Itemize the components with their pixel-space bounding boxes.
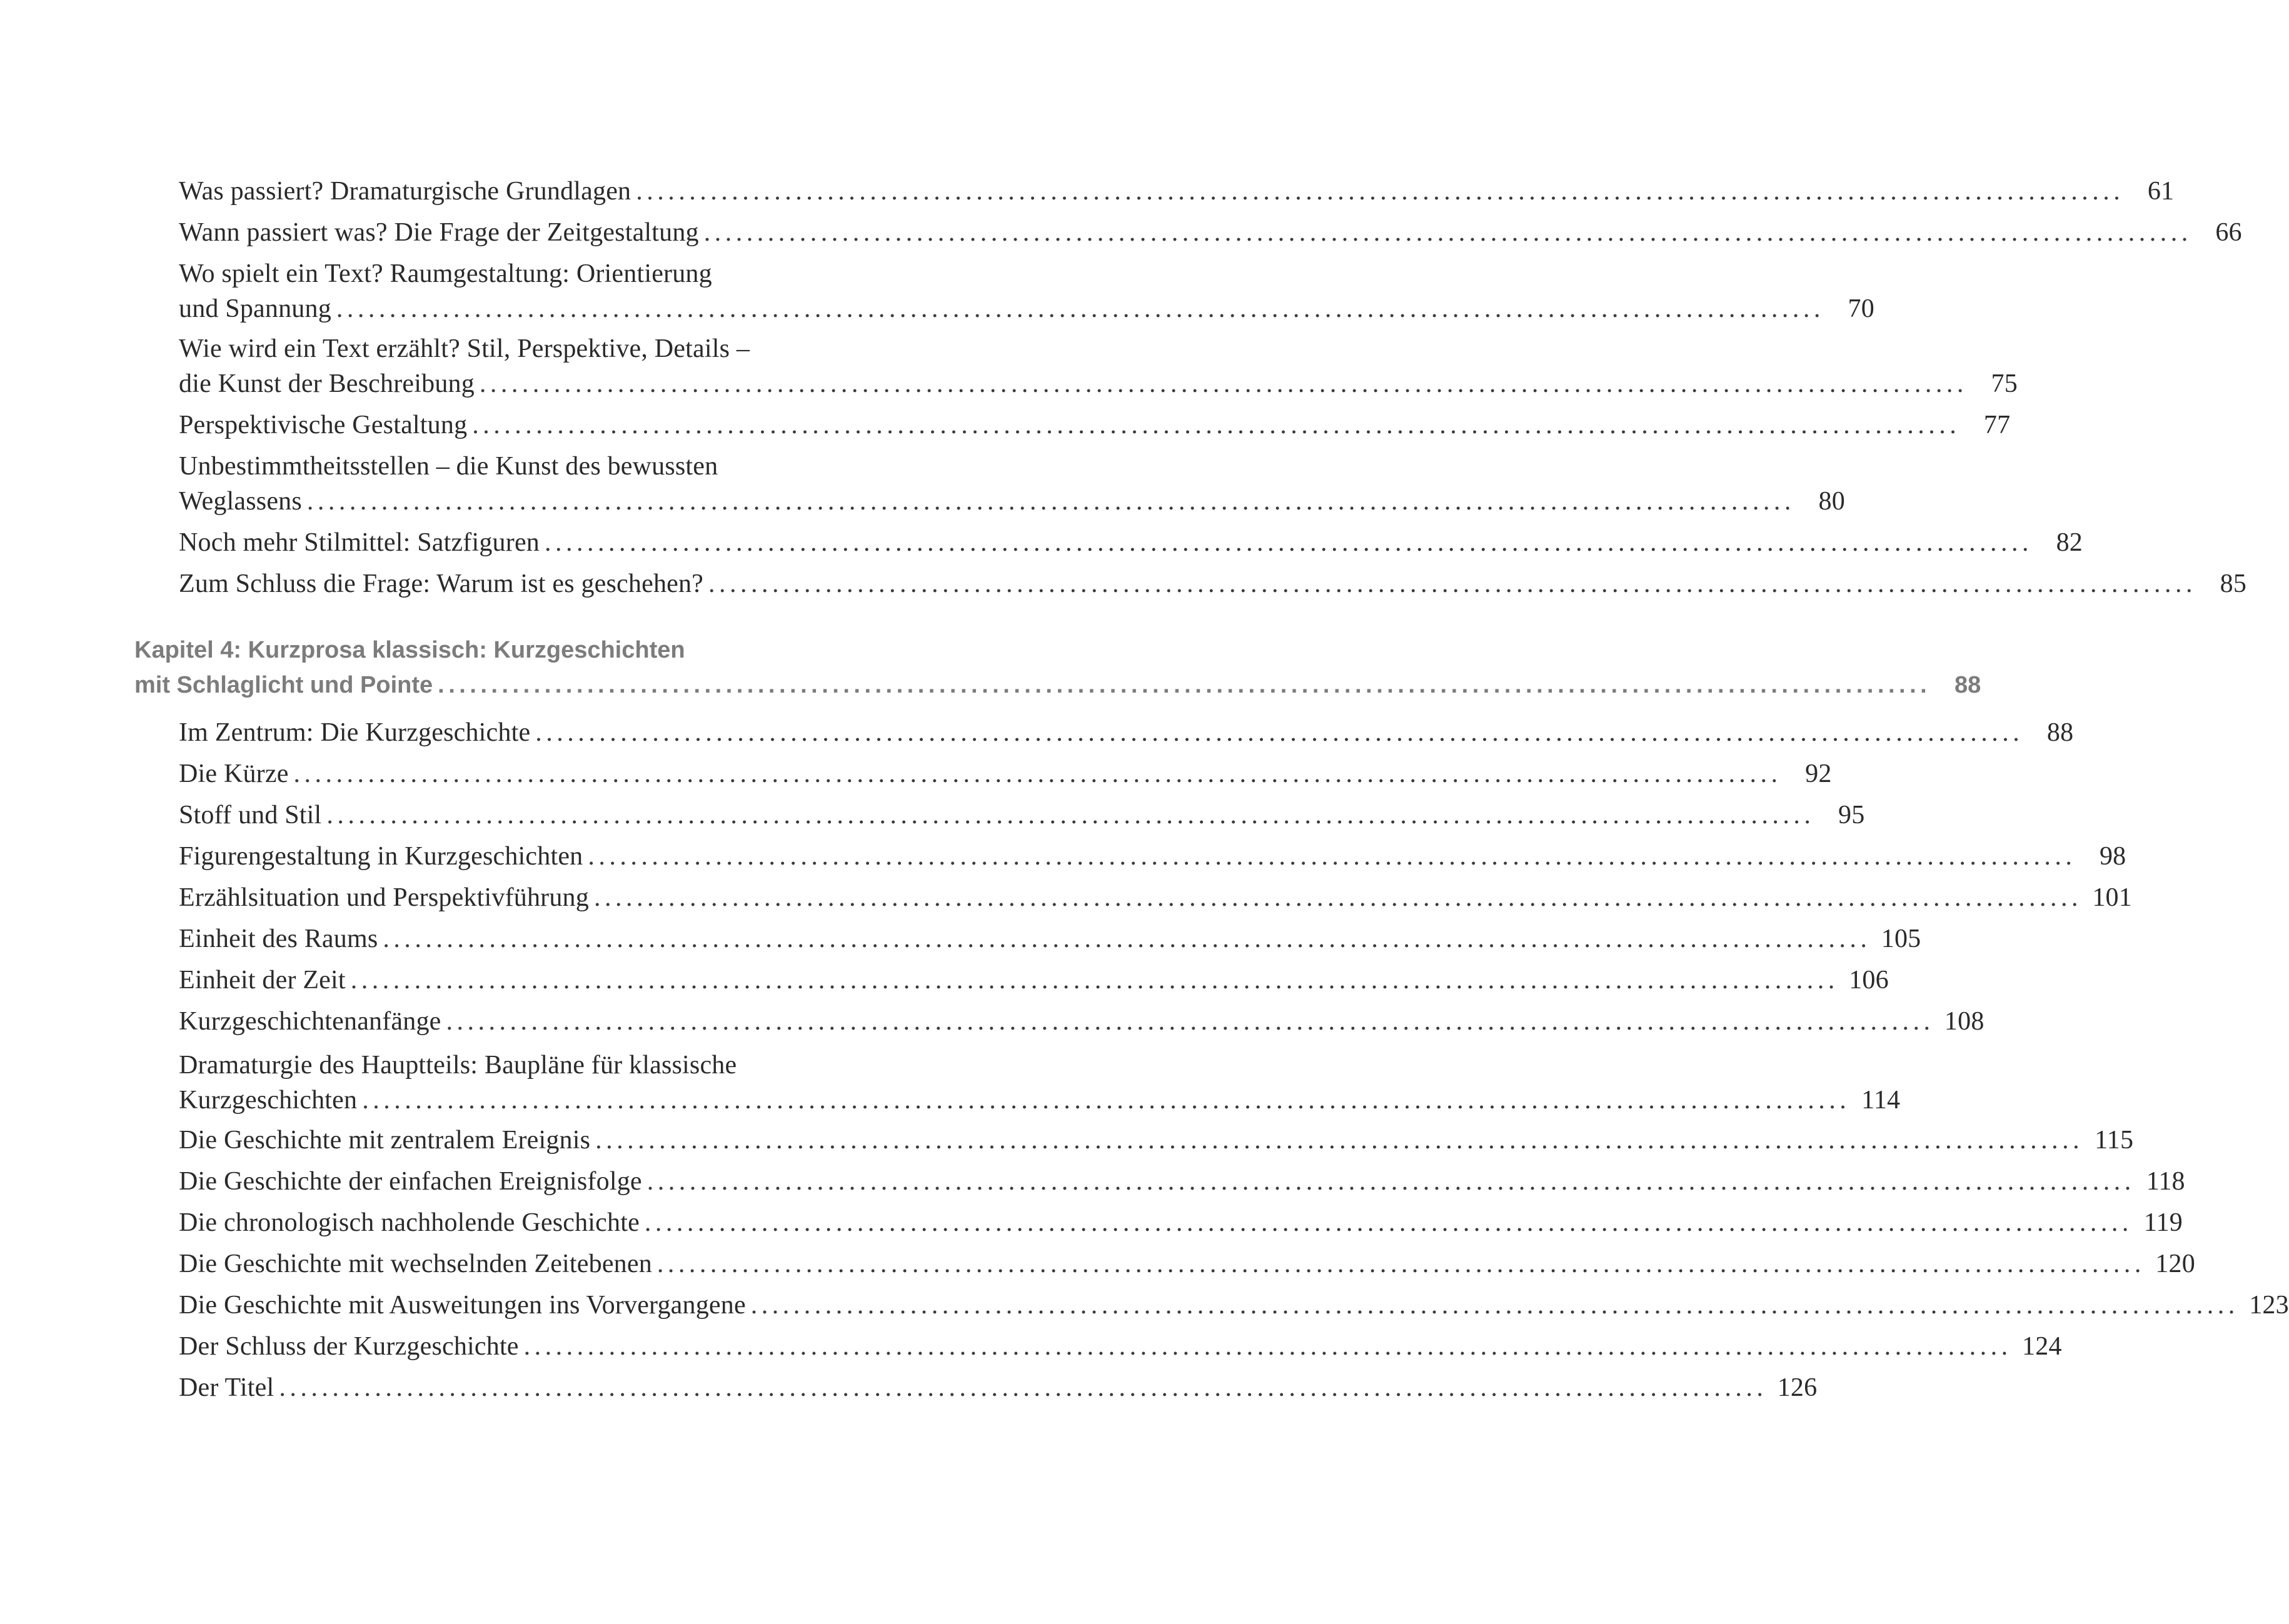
toc-entry [179,1205,2183,1240]
toc-entry-title: Einheit des Raums [179,925,378,953]
toc-entry [179,449,1845,519]
toc-entry [179,256,1874,326]
dot-leader: ............................................................................................................................................ [593,883,2082,912]
toc-entry-title: Der Schluss der Kurzgeschichte [179,1332,519,1361]
dot-leader: ............................................................................................................................................ [636,177,2125,206]
toc-entry-page: 98 [2099,842,2126,871]
toc-entry-page: 70 [1848,294,1874,323]
toc-entry [179,525,2083,560]
toc-entry [179,880,2132,915]
toc-entry-title: Was passiert? Dramaturgische Grundlagen [179,177,631,206]
toc-entry-title-line1: Wie wird ein Text erzählt? Stil, Perspektive, Details – [179,334,750,363]
toc-entry [179,566,2247,601]
toc-entry-page: 105 [1881,925,1921,953]
toc-entry [179,408,2011,443]
toc-entry-page: 123 [2249,1291,2289,1320]
toc-entry-title-line1: Unbestimmtheitsstellen – die Kunst des bewussten [179,452,718,481]
dot-leader: ............................................................................................................................................ [544,528,2033,557]
dot-leader: ............................................................................................................................................ [535,718,2024,747]
toc-entry-page: 115 [2095,1126,2134,1155]
dot-leader: ............................................................................................................................................ [644,1208,2133,1237]
dot-leader: ............................................................................................................................................ [708,569,2197,598]
toc-entry [179,1164,2185,1199]
toc-entry-title: Perspektivische Gestaltung [179,411,468,439]
toc-entry-title: Wann passiert was? Die Frage der Zeitgestaltung [179,218,699,247]
toc-entry [179,1246,2195,1281]
dot-leader: ............................................................................................................................................ [523,1332,2012,1361]
toc-entry [179,715,2074,750]
toc-entry-title: Kurzgeschichtenanfänge [179,1007,441,1036]
toc-entry [179,331,2018,401]
toc-entry-page: 101 [2092,883,2132,912]
chapter-title: mit Schlaglicht und Pointe [134,672,433,698]
toc-entry-page: 124 [2022,1332,2062,1361]
toc-entry-title: Der Titel [179,1373,274,1402]
toc-entry-page: 118 [2146,1167,2185,1196]
toc-entry-page: 120 [2155,1250,2195,1278]
toc-entry [179,1004,1985,1039]
toc-entry-title: Stoff und Stil [179,801,322,830]
dot-leader: ............................................................................................................................................ [438,672,1931,698]
toc-entry [179,1370,1818,1405]
toc-entry-page: 88 [2046,718,2074,747]
toc-entry-page: 106 [1849,966,1889,995]
toc-entry-page: 92 [1805,759,1832,788]
toc-entry-title: Noch mehr Stilmittel: Satzfiguren [179,528,540,557]
dot-leader: ............................................................................................................................................ [306,487,1795,516]
dot-leader: ............................................................................................................................................ [293,759,1782,788]
toc-entry-page: 80 [1818,487,1845,516]
toc-entry-title-line1: Wo spielt ein Text? Raumgestaltung: Orientierung [179,259,712,288]
toc-entry-title: Im Zentrum: Die Kurzgeschichte [179,718,531,747]
toc-entry-page: 66 [2215,218,2242,247]
toc-entry [179,1123,2134,1158]
toc-entry-page: 114 [1861,1086,1901,1115]
chapter-page: 88 [1954,672,1981,698]
toc-entry-title-line1: Dramaturgie des Hauptteils: Baupläne für klassische [179,1051,737,1080]
toc-entry-title: Kurzgeschichten [179,1086,358,1115]
toc-entry-title: Die Geschichte mit wechselnden Zeitebenen [179,1250,652,1278]
toc-entry [179,839,2126,874]
toc-entry-page: 77 [1983,411,2011,439]
dot-leader: ............................................................................................................................................ [362,1086,1851,1115]
dot-leader: ............................................................................................................................................ [336,294,1824,323]
dot-leader: ............................................................................................................................................ [446,1007,1934,1036]
toc-entry-title: Figurengestaltung in Kurzgeschichten [179,842,583,871]
toc-entry-title: Erzählsituation und Perspektivführung [179,883,589,912]
toc-entry [179,921,1921,956]
toc-entry-page: 95 [1838,801,1865,830]
dot-leader: ............................................................................................................................................ [646,1167,2135,1196]
dot-leader: ............................................................................................................................................ [326,801,1815,830]
toc-entry-title: die Kunst der Beschreibung [179,369,475,398]
dot-leader: ............................................................................................................................................ [750,1291,2239,1320]
toc-entry [179,798,1865,833]
toc-entry [179,1048,1901,1118]
toc-entry [179,756,1832,791]
toc-entry-title: Die Geschichte mit Ausweitungen ins Vorvergangene [179,1291,746,1320]
dot-leader: ............................................................................................................................................ [657,1250,2145,1278]
toc-entry-title: Zum Schluss die Frage: Warum ist es geschehen? [179,569,704,598]
toc-entry-title: Die Geschichte mit zentralem Ereignis [179,1126,591,1155]
toc-entry [179,174,2175,209]
toc-entry-page: 61 [2147,177,2175,206]
dot-leader: ............................................................................................................................................ [479,369,1968,398]
toc-entry-title: und Spannung [179,294,331,323]
dot-leader: ............................................................................................................................................ [279,1373,1768,1402]
dot-leader: ............................................................................................................................................ [595,1126,2084,1155]
toc-entry-page: 126 [1777,1373,1818,1402]
dot-leader: ............................................................................................................................................ [383,925,1871,953]
toc-entry-page: 82 [2056,528,2083,557]
toc-entry-title: Weglassens [179,487,302,516]
toc-entry-title: Die Geschichte der einfachen Ereignisfolge [179,1167,642,1196]
toc-entry [179,1329,2062,1364]
toc-entry [179,1288,2289,1323]
dot-leader: ............................................................................................................................................ [472,411,1961,439]
toc-entry-page: 108 [1944,1007,1985,1036]
toc-entry-title: Die chronologisch nachholende Geschichte [179,1208,640,1237]
dot-leader: ............................................................................................................................................ [350,966,1839,995]
toc-entry-page: 75 [1991,369,2018,398]
chapter-heading [134,633,1981,703]
toc-entry [179,215,2242,250]
toc-entry-page: 119 [2143,1208,2183,1237]
toc-entry-title: Einheit der Zeit [179,966,346,995]
toc-entry-page: 85 [2220,569,2247,598]
toc-entry-title: Die Kürze [179,759,289,788]
toc-entry [179,963,1889,998]
dot-leader: ............................................................................................................................................ [588,842,2076,871]
chapter-title-line1: Kapitel 4: Kurzprosa klassisch: Kurzgeschichten [134,637,685,663]
dot-leader: ............................................................................................................................................ [703,218,2192,247]
